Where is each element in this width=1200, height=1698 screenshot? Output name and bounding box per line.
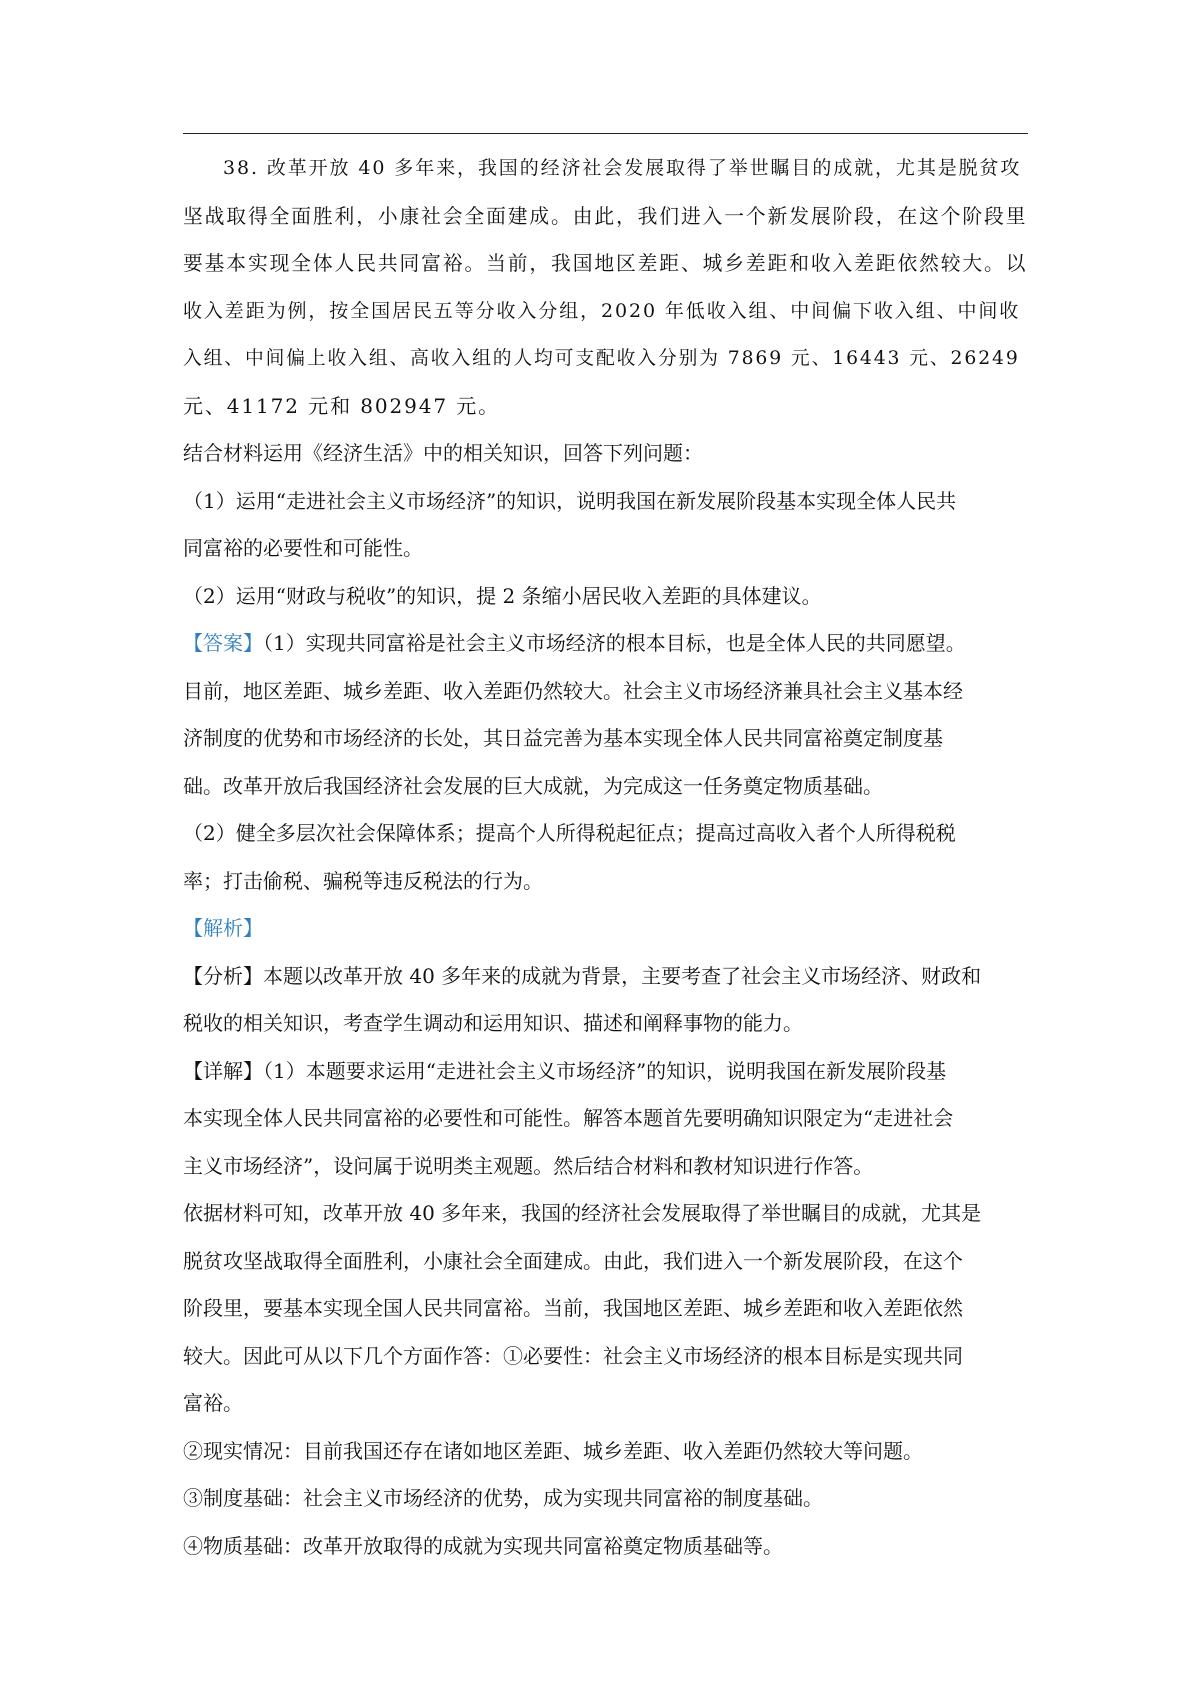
sub-question-2: （2）运用“财政与税收”的知识，提 2 条缩小居民收入差距的具体建议。: [183, 583, 822, 608]
analysis-block: [183, 905, 1028, 1570]
question-block: [183, 145, 1028, 620]
answer-text-line: 率；打击偷税、骗税等违反税法的行为。: [183, 868, 543, 893]
answer-text-line: 础。改革开放后我国经济社会发展的巨大成就，为完成这一任务奠定物质基础。: [183, 773, 883, 798]
fenxi-tag: 【分析】: [183, 963, 263, 988]
document-content: [183, 145, 1028, 1570]
answer-text-line: 济制度的优势和市场经济的长处，其日益完善为基本实现全体人民共同富裕奠定制度基: [183, 726, 943, 750]
sub-question-1: （1）运用“走进社会主义市场经济”的知识，说明我国在新发展阶段基本实现全体人民共: [183, 488, 957, 513]
xiangjie-text-line: ③制度基础：社会主义市场经济的优势，成为实现共同富裕的制度基础。: [183, 1486, 823, 1510]
answer-text-line: （2）健全多层次社会保障体系；提高个人所得税起征点；提高过高收入者个人所得税税: [183, 821, 956, 845]
xiangjie-text-line: ②现实情况：目前我国还存在诸如地区差距、城乡差距、收入差距仍然较大等问题。: [183, 1438, 923, 1463]
xiangjie-text-line: 富裕。: [183, 1391, 243, 1415]
answer-first-line: [183, 620, 1028, 668]
question-text-line: 收入差距为例，按全国居民五等分收入分组，2020 年低收入组、中间偏下收入组、中间收: [183, 299, 1021, 322]
xiangjie-text-line: 依据材料可知，改革开放 40 多年来，我国的经济社会发展取得了举世瞩目的成就，尤其是: [183, 1201, 982, 1225]
fenxi-first-line: [183, 953, 1028, 1001]
question-text-line: 入组、中间偏上收入组、高收入组的人均可支配收入分别为 7869 元、16443 元、26249: [183, 348, 1020, 369]
question-text-line: 坚战取得全面胜利，小康社会全面建成。由此，我们进入一个新发展阶段，在这个阶段里: [183, 204, 1028, 228]
xiangjie-text-line: 阶段里，要基本实现全国人民共同富裕。当前，我国地区差距、城乡差距和收入差距依然: [183, 1296, 963, 1320]
question-text-line: 元、41172 元和 802947 元。: [183, 393, 501, 418]
analysis-tag: 【解析】: [183, 916, 263, 940]
xiangjie-text: （1）本题要求运用“走进社会主义市场经济”的知识，说明我国在新发展阶段基: [263, 1058, 947, 1083]
xiangjie-text-line: 本实现全体人民共同富裕的必要性和可能性。解答本题首先要明确知识限定为“走进社会: [183, 1106, 954, 1130]
question-text-line: 要基本实现全体人民共同富裕。当前，我国地区差距、城乡差距和收入差距依然较大。以: [183, 252, 1028, 275]
xiangjie-text-line: 较大。因此可从以下几个方面作答：①必要性：社会主义市场经济的根本目标是实现共同: [183, 1343, 963, 1368]
answer-text: （1）实现共同富裕是社会主义市场经济的根本目标，也是全体人民的共同愿望。: [263, 631, 966, 655]
fenxi-text-line: 税收的相关知识，考查学生调动和运用知识、描述和阐释事物的能力。: [183, 1011, 803, 1035]
xiangjie-text-line: ④物质基础：改革开放取得的成就为实现共同富裕奠定物质基础等。: [183, 1533, 783, 1558]
answer-text-line: 目前，地区差距、城乡差距、收入差距仍然较大。社会主义市场经济兼具社会主义基本经: [183, 678, 963, 703]
answer-tag: 【答案】: [183, 631, 263, 655]
header-rule: [183, 133, 1028, 134]
question-text-line: 38. 改革开放 40 多年来，我国的经济社会发展取得了举世瞩目的成就，尤其是脱贫攻: [223, 157, 1022, 179]
xiangjie-text-line: 主义市场经济”，设问属于说明类主观题。然后结合材料和教材知识进行作答。: [183, 1153, 874, 1178]
xiangjie-text-line: 脱贫攻坚战取得全面胜利，小康社会全面建成。由此，我们进入一个新发展阶段，在这个: [183, 1248, 963, 1273]
fenxi-text: 本题以改革开放 40 多年来的成就为背景，主要考查了社会主义市场经济、财政和: [263, 963, 982, 988]
question-instruction: 结合材料运用《经济生活》中的相关知识，回答下列问题：: [183, 441, 703, 465]
xiangjie-tag: 【详解】: [183, 1058, 263, 1083]
sub-question-1-continued: 同富裕的必要性和可能性。: [183, 536, 423, 560]
xiangjie-first-line: [183, 1048, 1028, 1096]
answer-block: [183, 620, 1028, 905]
